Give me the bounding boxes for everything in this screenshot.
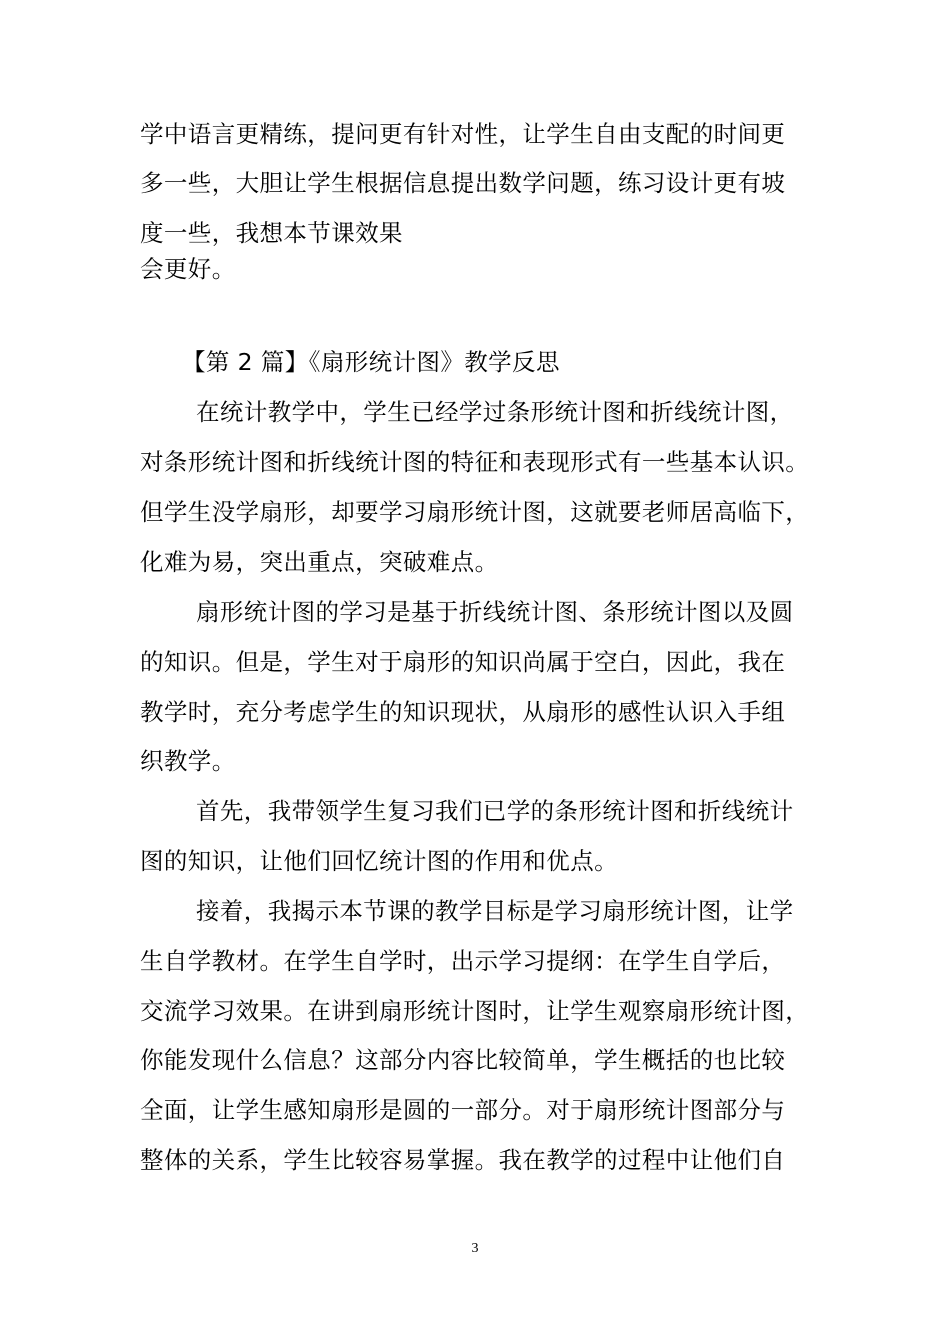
section-heading: 【第 2 篇】《扇形统计图》教学反思	[182, 348, 560, 376]
text-line: 图的知识，让他们回忆统计图的作用和优点。	[140, 847, 618, 875]
text-line: 接着，我揭示本节课的教学目标是学习扇形统计图，让学	[196, 897, 794, 925]
text-line: 全面，让学生感知扇形是圆的一部分。对于扇形统计图部分与	[140, 1096, 786, 1124]
text-line: 学中语言更精练，提问更有针对性，让学生自由支配的时间更	[140, 120, 786, 148]
text-line: 扇形统计图的学习是基于折线统计图、条形统计图以及圆	[196, 598, 794, 626]
text-line: 化难为易，突出重点，突破难点。	[140, 548, 499, 576]
text-line: 交流学习效果。在讲到扇形统计图时，让学生观察扇形统计图，	[140, 997, 810, 1025]
text-line: 但学生没学扇形，却要学习扇形统计图，这就要老师居高临下，	[140, 498, 810, 526]
text-line: 生自学教材。在学生自学时，出示学习提纲：在学生自学后，	[140, 947, 786, 975]
text-line: 在统计教学中，学生已经学过条形统计图和折线统计图，	[196, 398, 794, 426]
text-line: 教学时，充分考虑学生的知识现状，从扇形的感性认识入手组	[140, 698, 786, 726]
text-line: 度一些，我想本节课效果	[140, 219, 403, 247]
text-line: 首先，我带领学生复习我们已学的条形统计图和折线统计	[196, 797, 794, 825]
text-line: 对条形统计图和折线统计图的特征和表现形式有一些基本认识。	[140, 448, 810, 476]
text-line: 的知识。但是，学生对于扇形的知识尚属于空白，因此，我在	[140, 648, 786, 676]
text-line: 多一些，大胆让学生根据信息提出数学问题，练习设计更有坡	[140, 169, 786, 197]
text-line: 整体的关系，学生比较容易掌握。我在教学的过程中让他们自	[140, 1146, 786, 1174]
page-number: 3	[471, 1241, 479, 1256]
text-line: 织教学。	[140, 747, 236, 775]
text-line: 会更好。	[140, 255, 236, 283]
text-line: 你能发现什么信息？这部分内容比较简单，学生概括的也比较	[140, 1046, 786, 1074]
